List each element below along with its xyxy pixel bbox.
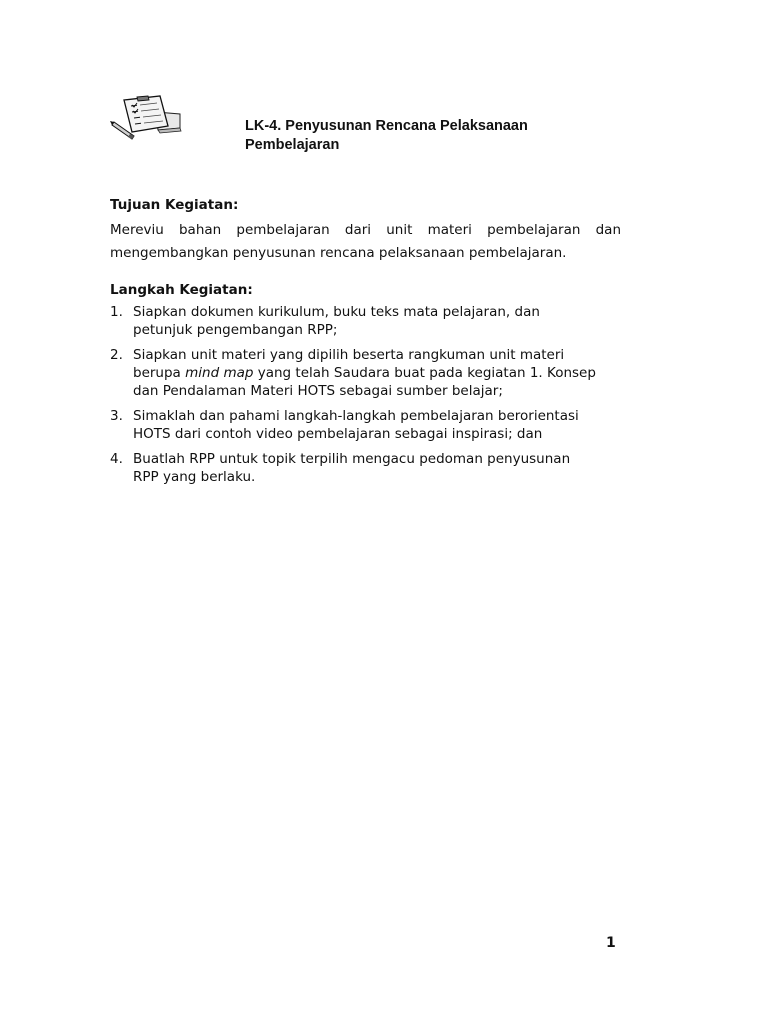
steps-list [110,303,630,493]
purpose-line-1: Mereviu bahan pembelajaran dari unit materi pembelajaran dan [110,222,621,238]
steps-heading: Langkah Kegiatan: [110,282,253,298]
list-item [110,346,630,400]
list-item-line [133,364,630,382]
list-item-number: 1. [110,304,123,320]
page-title [245,117,645,155]
list-item-text: yang telah Saudara buat pada kegiatan 1. Konsep [253,365,596,381]
page-number: 1 [606,935,616,951]
list-item-number: 2. [110,347,123,363]
list-item-line: petunjuk pengembangan RPP; [133,322,338,338]
clipboard-checklist-icon [110,92,184,142]
list-item [110,407,630,443]
title-line-2: Pembelajaran [245,137,340,153]
list-item [110,450,630,486]
list-item-number: 4. [110,451,123,467]
purpose-line-2: mengembangkan penyusunan rencana pelaksanaan pembelajaran. [110,245,567,261]
list-item-line: RPP yang berlaku. [133,469,256,485]
list-item-line: Simaklah dan pahami langkah-langkah pembelajaran berorientasi [133,408,579,424]
purpose-paragraph [110,219,621,265]
list-item-emphasis: mind map [185,365,254,381]
list-item-number: 3. [110,408,123,424]
list-item-text: berupa [133,365,186,381]
list-item-line: Buatlah RPP untuk topik terpilih mengacu pedoman penyusunan [133,451,571,467]
list-item [110,303,630,339]
list-item-line: Siapkan unit materi yang dipilih beserta rangkuman unit materi [133,347,565,363]
list-item-line: HOTS dari contoh video pembelajaran sebagai inspirasi; dan [133,426,543,442]
list-item-line: Siapkan dokumen kurikulum, buku teks mata pelajaran, dan [133,304,540,320]
list-item-line: dan Pendalaman Materi HOTS sebagai sumber belajar; [133,383,503,399]
purpose-heading: Tujuan Kegiatan: [110,197,239,213]
title-line-1: LK-4. Penyusunan Rencana Pelaksanaan [245,118,528,134]
